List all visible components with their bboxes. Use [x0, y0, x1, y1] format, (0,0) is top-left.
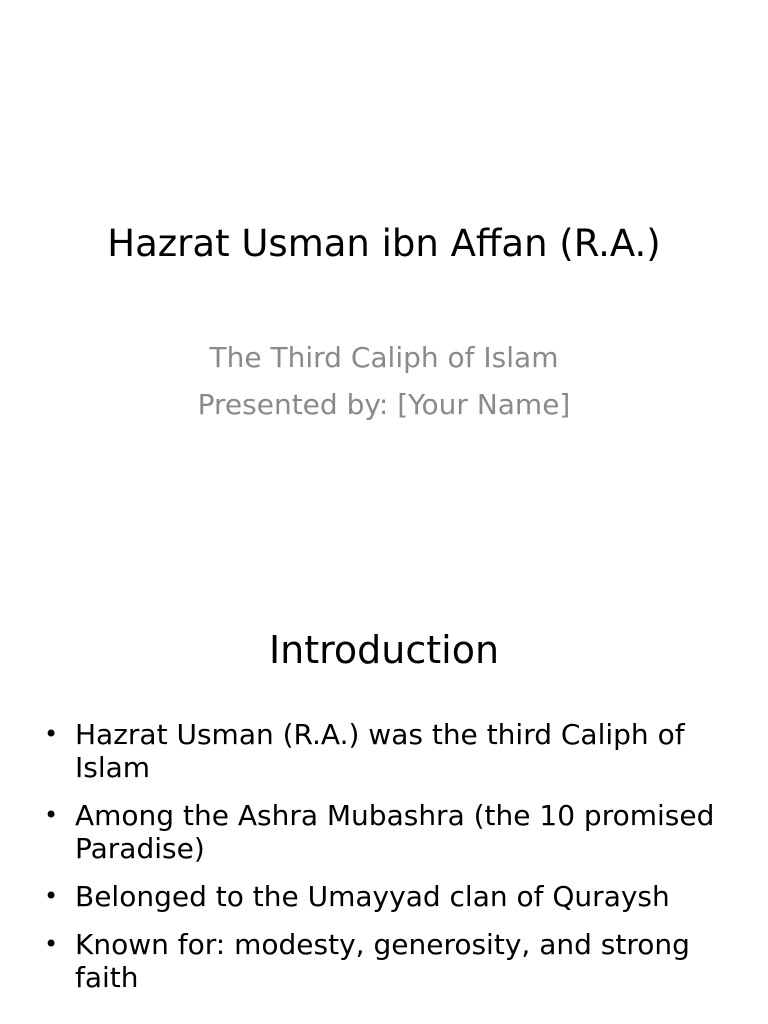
bullet-item — [42, 880, 722, 913]
bullet-icon: • — [44, 720, 59, 748]
bullet-item — [42, 928, 722, 994]
bullet-icon: • — [44, 882, 59, 910]
slide-subtitle — [0, 334, 768, 428]
bullet-list — [42, 718, 722, 1009]
introduction-slide — [0, 576, 768, 1024]
bullet-text: Among the Ashra Mubashra (the 10 promised Paradise) — [75, 799, 715, 865]
bullet-item — [42, 799, 722, 865]
slide-heading: Introduction — [268, 628, 500, 672]
subtitle-line: Presented by: [Your Name] — [197, 388, 571, 421]
bullet-text: Belonged to the Umayyad clan of Quraysh — [75, 880, 670, 913]
bullet-text: Known for: modesty, generosity, and strong faith — [75, 928, 690, 994]
slide-title: Hazrat Usman ibn Affan (R.A.) — [107, 222, 661, 265]
bullet-icon: • — [44, 801, 59, 829]
subtitle-line: The Third Caliph of Islam — [209, 341, 559, 374]
bullet-text: Hazrat Usman (R.A.) was the third Caliph of Islam — [75, 718, 685, 784]
bullet-item — [42, 718, 722, 784]
bullet-icon: • — [44, 930, 59, 958]
